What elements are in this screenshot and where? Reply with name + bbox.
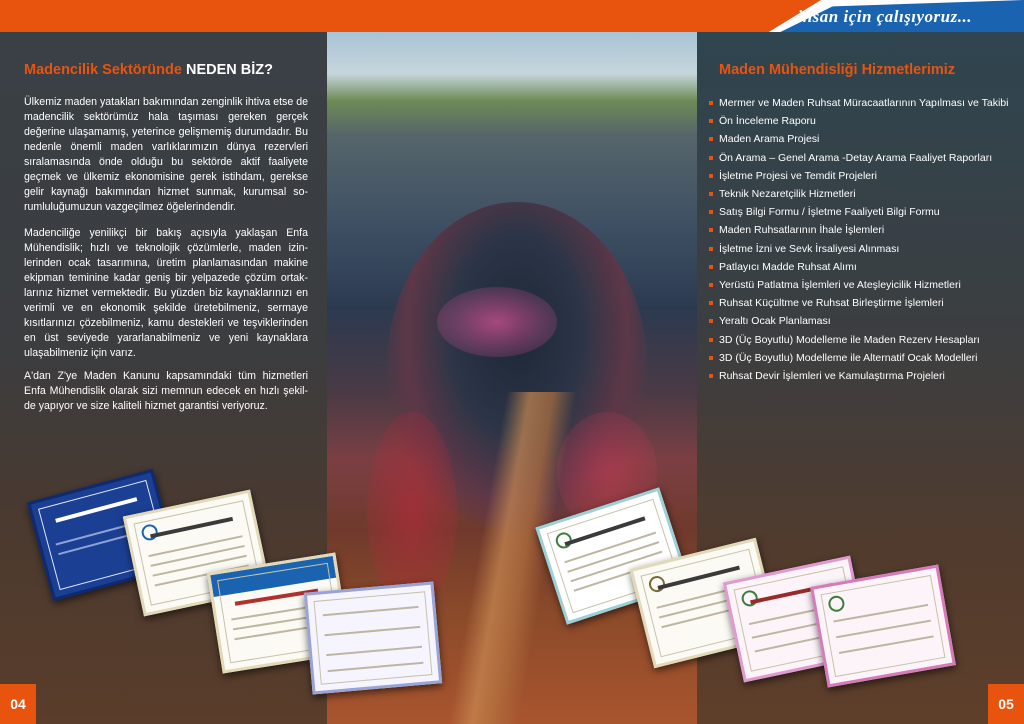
service-item <box>709 130 1009 148</box>
service-item <box>709 258 1009 276</box>
service-item <box>709 167 1009 185</box>
bullet-icon <box>709 356 713 360</box>
service-item <box>709 331 1009 349</box>
bullet-icon <box>709 228 713 232</box>
left-section-title <box>24 62 273 78</box>
service-label: Yerüstü Patlatma İşlemleri ve Ateşleyicilik Hizmetleri <box>719 279 961 292</box>
service-item <box>709 94 1009 112</box>
service-item <box>709 149 1009 167</box>
service-label: Satış Bilgi Formu / İşletme Faaliyeti Bilgi Formu <box>719 206 940 219</box>
bullet-icon <box>709 374 713 378</box>
pink-terrain <box>437 287 557 357</box>
service-label: Ön Arama – Genel Arama -Detay Arama Faaliyet Raporları <box>719 151 993 164</box>
left-title-highlight: NEDEN BİZ? <box>185 62 273 78</box>
service-item <box>709 276 1009 294</box>
certificate-image <box>304 582 442 695</box>
left-paragraph-3: A'dan Z'ye Maden Kanunu kapsamındaki tüm hizmetleri Enfa Mühendislik olarak sizi memnun edecek en hızlı şekil-de yapıyor ve size kaliteli hizmet garantisi veriyoruz. <box>24 370 308 412</box>
tagline: insan için çalışıyoruz... <box>797 7 972 26</box>
red-terrain-left <box>367 412 457 612</box>
left-paragraph-2: Madenciliğe yenilikçi bir bakış açısıyla yaklaşan Enfa Mühendislik; hızlı ve teknolojik çözümlerle, maden izin-lerinden ocak tasarımına, üretim planlamasından makine ekipman teminine kadar geniş bir yelpazede çözüm ortak-larınız hizmet vermektedir. Bu yüzden biz kaynaklarınızı en verimli ve en ekonomik şekilde üretebilmeniz, sermaye kısıtlarınızı çözebilmeniz, kamu destekleri ve teşviklerinden en üst seviyede yararlanabilmeniz ve yeni kaynaklara ulaşabilmeniz için varız. <box>24 227 308 359</box>
page-number-right: 05 <box>988 684 1024 724</box>
service-label: Ruhsat Küçültme ve Ruhsat Birleştirme İşlemleri <box>719 297 944 310</box>
service-label: Teknik Nezaretçilik Hizmetleri <box>719 188 856 201</box>
service-item <box>709 349 1009 367</box>
left-paragraph-1: Ülkemiz maden yatakları bakımından zenginlik ihtiva etse de madencilik sektörümüz hala taşıması gereken gerçek değerine ulaşamamış, yeterince gelişmemiş durumdadır. Bu nedenle önemli maden varlıklarımızın dünya rezervleri sıralamasında önde olduğu bu sektörde aktif faaliyete geçmek ve ülkemiz ekonomisine gerek istihdam, gerekse gelir kaynağı bakımından hizmet sunmak, kurumsal so-rumluluğumuzun vazgeçilmez öğelerindendir. <box>24 96 308 213</box>
bullet-icon <box>709 283 713 287</box>
right-section-title: Maden Mühendisliği Hizmetlerimiz <box>719 62 956 78</box>
service-item <box>709 221 1009 239</box>
bullet-icon <box>709 210 713 214</box>
bullet-icon <box>709 174 713 178</box>
service-label: Maden Ruhsatlarının İhale İşlemleri <box>719 224 885 237</box>
service-label: 3D (Üç Boyutlu) Modelleme ile Alternatif Ocak Modelleri <box>719 351 978 364</box>
services-list <box>709 94 1009 385</box>
service-label: Ruhsat Devir İşlemleri ve Kamulaştırma Projeleri <box>719 370 945 383</box>
service-label: Yeraltı Ocak Planlaması <box>719 315 831 328</box>
service-item <box>709 240 1009 258</box>
bullet-icon <box>709 119 713 123</box>
service-label: İşletme İzni ve Sevk İrsaliyesi Alınması <box>719 242 900 255</box>
service-item <box>709 294 1009 312</box>
bullet-icon <box>709 156 713 160</box>
bullet-icon <box>709 265 713 269</box>
service-item <box>709 203 1009 221</box>
bullet-icon <box>709 247 713 251</box>
service-label: 3D (Üç Boyutlu) Modelleme ile Maden Rezerv Hesapları <box>719 333 980 346</box>
left-title-prefix: Madencilik Sektöründe <box>24 62 186 78</box>
service-label: İşletme Projesi ve Temdit Projeleri <box>719 169 877 182</box>
service-label: Mermer ve Maden Ruhsat Müracaatlarının Yapılması ve Takibi <box>719 97 1009 109</box>
page-number-left: 04 <box>0 684 36 724</box>
bullet-icon <box>709 338 713 342</box>
bullet-icon <box>709 101 713 105</box>
service-item <box>709 185 1009 203</box>
service-label: Patlayıcı Madde Ruhsat Alımı <box>719 260 857 273</box>
service-item <box>709 312 1009 330</box>
bullet-icon <box>709 192 713 196</box>
service-item <box>709 367 1009 385</box>
bullet-icon <box>709 301 713 305</box>
service-label: Ön İnceleme Raporu <box>719 115 816 128</box>
bullet-icon <box>709 137 713 141</box>
service-label: Maden Arama Projesi <box>719 133 820 146</box>
service-item <box>709 112 1009 130</box>
bullet-icon <box>709 319 713 323</box>
